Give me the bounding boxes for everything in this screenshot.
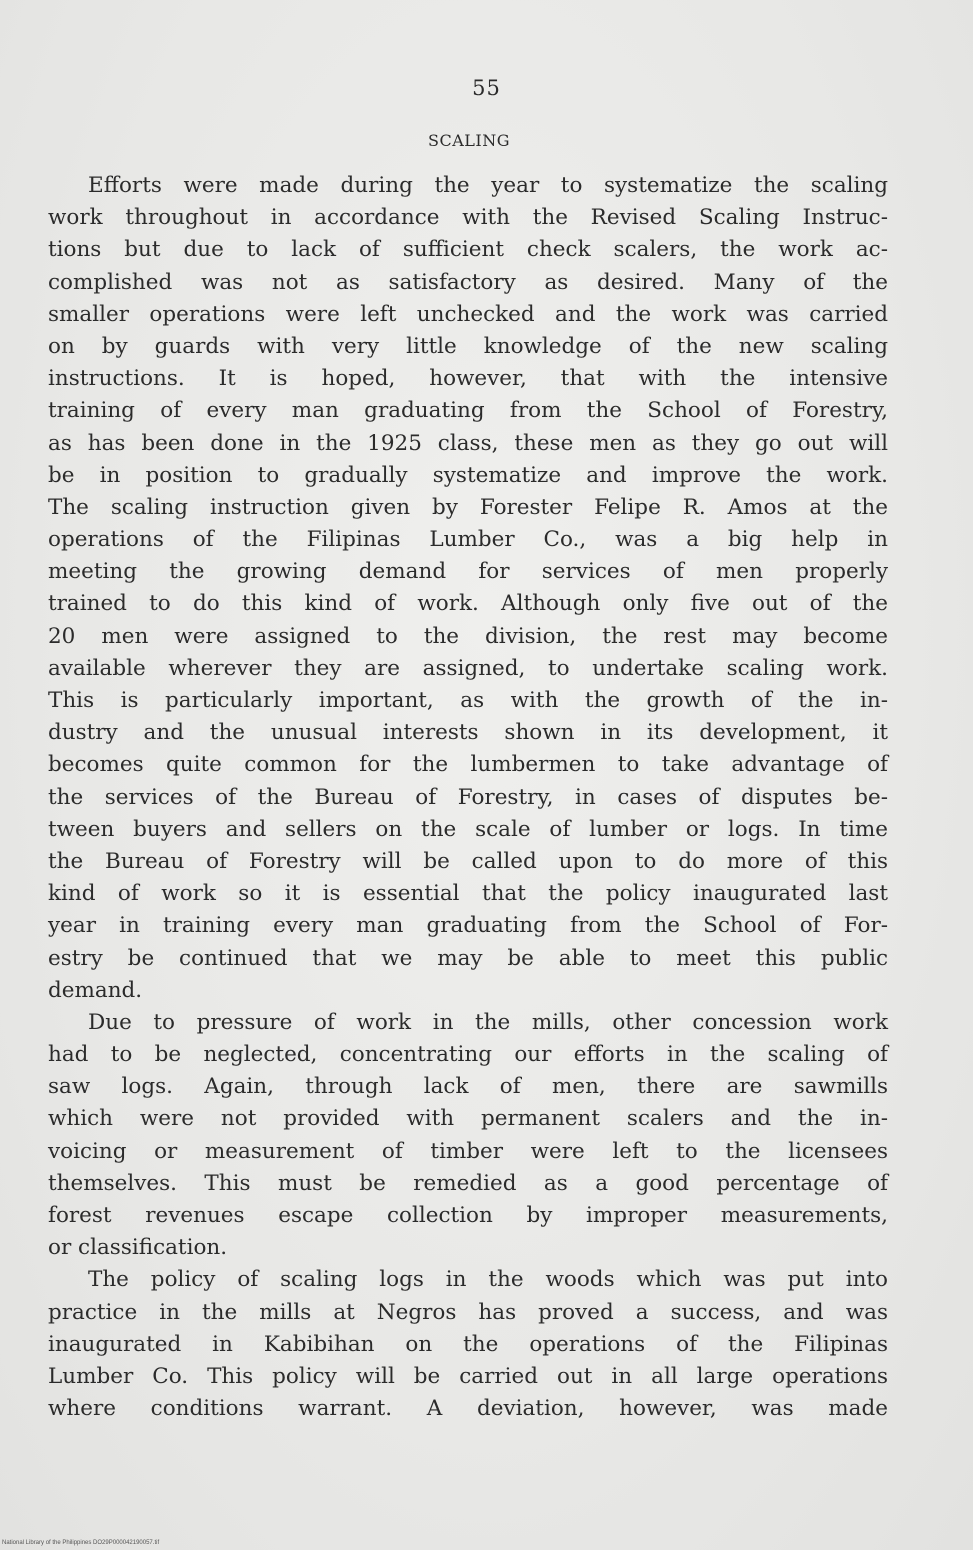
- body-text: [48, 170, 888, 1425]
- text-line: training of every man graduating from the School of Forestry,: [48, 398, 888, 424]
- paragraph-2: [48, 1007, 888, 1265]
- text-line: smaller operations were left unchecked and the work was carried: [48, 301, 888, 327]
- text-line: operations of the Filipinas Lumber Co., was a big help in: [48, 527, 888, 553]
- text-line: dustry and the unusual interests shown in its development, it: [48, 720, 888, 746]
- paragraph-1: [48, 170, 888, 1007]
- text-line: The scaling instruction given by Forester Felipe R. Amos at the: [48, 494, 888, 520]
- text-line: tween buyers and sellers on the scale of lumber or logs. In time: [48, 816, 888, 842]
- text-line: which were not provided with permanent scalers and the in-: [48, 1106, 888, 1132]
- text-line: practice in the mills at Negros has proved a success, and was: [48, 1299, 888, 1325]
- text-line: available wherever they are assigned, to undertake scaling work.: [48, 655, 888, 681]
- text-line: becomes quite common for the lumbermen to take advantage of: [48, 752, 888, 778]
- text-line: meeting the growing demand for services of men properly: [48, 559, 888, 585]
- text-line: themselves. This must be remedied as a good percentage of: [48, 1170, 888, 1196]
- text-line: be in position to gradually systematize and improve the work.: [48, 462, 888, 488]
- text-line: complished was not as satisfactory as desired. Many of the: [48, 269, 888, 295]
- text-line: This is particularly important, as with the growth of the in-: [48, 688, 888, 713]
- text-line: had to be neglected, concentrating our efforts in the scaling of: [48, 1042, 888, 1068]
- footer-caption: National Library of the Philippines DO29P000042190057.tif: [2, 1540, 160, 1546]
- text-line: saw logs. Again, through lack of men, there are sawmills: [48, 1074, 888, 1100]
- section-title: SCALING: [428, 131, 510, 150]
- text-line: where conditions warrant. A deviation, however, was made: [48, 1396, 888, 1422]
- text-line: as has been done in the 1925 class, these men as they go out will: [48, 430, 888, 456]
- text-line: tions but due to lack of sufficient check scalers, the work ac-: [48, 237, 888, 263]
- text-line: work throughout in accordance with the Revised Scaling Instruc-: [48, 205, 888, 231]
- text-line: the services of the Bureau of Forestry, in cases of disputes be-: [48, 784, 888, 810]
- text-line: estry be continued that we may be able to meet this public: [48, 945, 888, 971]
- text-line: or classification.: [48, 1235, 228, 1261]
- text-line: inaugurated in Kabibihan on the operations of the Filipinas: [48, 1331, 888, 1357]
- text-line: on by guards with very little knowledge of the new scaling: [48, 333, 888, 359]
- text-line: The policy of scaling logs in the woods which was put into: [88, 1267, 888, 1293]
- text-line: Due to pressure of work in the mills, other concession work: [88, 1009, 888, 1035]
- text-line: Lumber Co. This policy will be carried out in all large operations: [48, 1363, 888, 1389]
- text-line: year in training every man graduating from the School of For-: [48, 913, 888, 939]
- text-line: voicing or measurement of timber were left to the licensees: [48, 1138, 888, 1164]
- text-line: trained to do this kind of work. Although only five out of the: [48, 591, 888, 617]
- text-line: demand.: [48, 977, 143, 1003]
- text-line: 20 men were assigned to the division, the rest may become: [48, 623, 888, 649]
- paragraph-3: [48, 1264, 888, 1425]
- text-line: Efforts were made during the year to systematize the scaling: [88, 173, 888, 198]
- page-number: 55: [472, 76, 501, 100]
- text-line: the Bureau of Forestry will be called upon to do more of this: [48, 848, 888, 874]
- text-line: instructions. It is hoped, however, that with the intensive: [48, 366, 888, 392]
- text-line: kind of work so it is essential that the policy inaugurated last: [48, 881, 888, 907]
- text-line: forest revenues escape collection by improper measurements,: [48, 1203, 888, 1228]
